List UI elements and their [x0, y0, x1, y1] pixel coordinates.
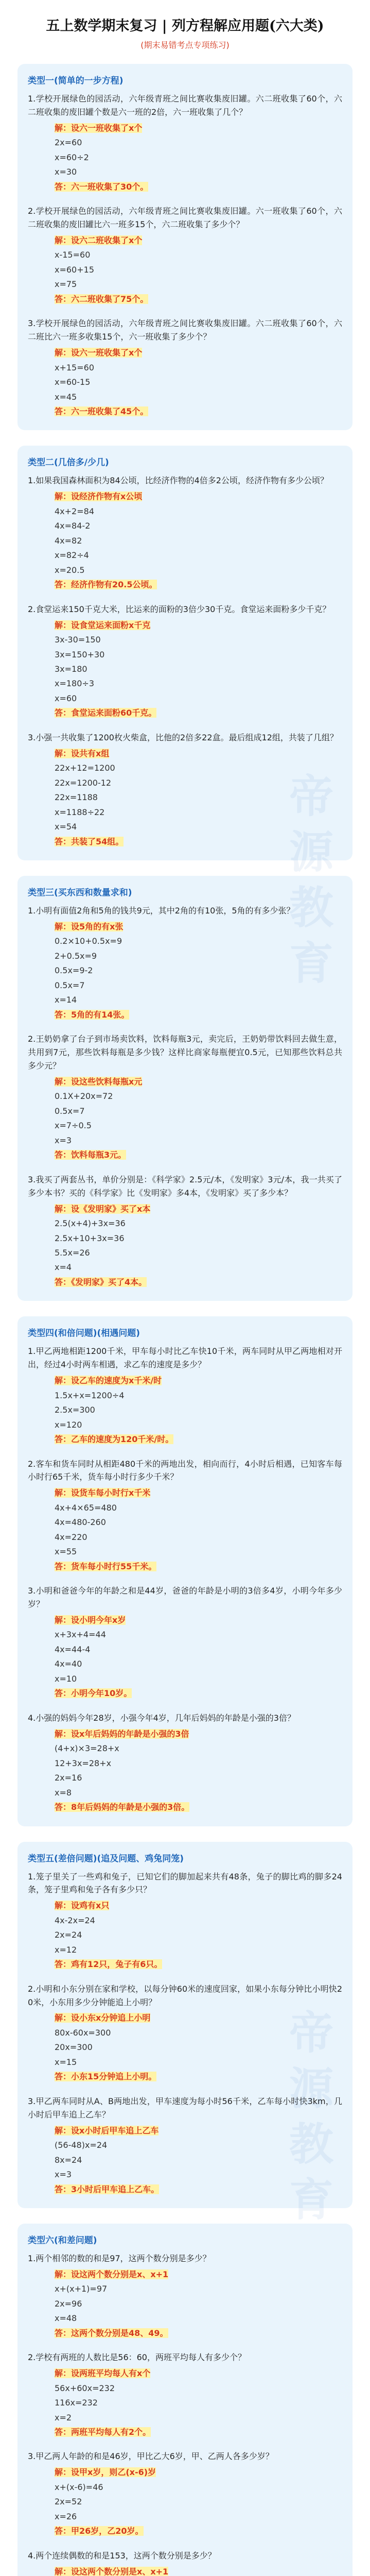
highlight-mark: 答：小东15分钟追上小明。	[55, 2072, 157, 2082]
solution-answer	[55, 1275, 342, 1290]
problem-question: 1.笼子里关了一些鸡和兔子，已知它们的脚加起来共有48条，兔子的脚比鸡的脚多24条，笼子里鸡和兔子各有多少只？	[28, 1871, 342, 1895]
problem-question: 2.客车和货车同时从相距480千米的两地出发，相向而行，4小时后相遇，已知客车每小时行65千米，货车每小时行多少千米？	[28, 1459, 342, 1482]
solution-step: x=8	[55, 1787, 72, 1798]
solution-step: 8x=24	[55, 2155, 82, 2165]
problem-solution	[28, 233, 342, 307]
problem-item	[28, 474, 342, 592]
highlight-mark: 解：设这两个数分别是x、x+1	[55, 2566, 169, 2576]
solution-step: 4x=480-260	[55, 1517, 106, 1528]
solution-answer	[55, 404, 342, 419]
solution-answer	[55, 1686, 342, 1701]
solution-step: x=45	[55, 392, 77, 402]
problem-section	[17, 446, 353, 860]
solution-step: x=14	[55, 995, 77, 1005]
highlight-mark: 解：设经济作物有x公顷	[55, 492, 143, 502]
solution-step: x=60+15	[55, 264, 94, 275]
solution-setup	[55, 2011, 342, 2025]
solution-step: 20x=300	[55, 2042, 93, 2053]
solution-setup	[55, 1899, 342, 1913]
solution-setup	[55, 747, 342, 761]
problem-solution	[28, 489, 342, 592]
solution-step: 22x=1188	[55, 792, 98, 803]
solution-answer	[55, 1560, 342, 1574]
problem-item	[28, 731, 342, 849]
solution-step: 22x=1200-12	[55, 777, 112, 788]
highlight-mark: 解：设六一班收集了x个	[55, 348, 143, 358]
solution-step: x=7÷0.5	[55, 1121, 92, 1131]
solution-answer	[55, 706, 342, 720]
highlight-mark: 答：货车每小时行55千米。	[55, 1561, 157, 1571]
problem-item	[28, 2095, 342, 2197]
highlight-mark: 解：设这些饮料每瓶x元	[55, 1076, 143, 1087]
problem-solution	[28, 2011, 342, 2084]
highlight-mark: 解：设六二班收集了x个	[55, 235, 143, 245]
problem-question: 1.甲乙两地相距1200千米，甲车每小时比乙车快10千米，两车同时从甲乙两地相对开出，经过4小时两车相遇，求乙车的速度是多少？	[28, 1346, 342, 1370]
solution-answer	[55, 1008, 342, 1022]
highlight-mark: 答：饮料每瓶3元。	[55, 1150, 127, 1160]
solution-step: 4x=40	[55, 1659, 82, 1669]
solution-step: 5.5x=26	[55, 1247, 90, 1258]
solution-step: x=60	[55, 693, 77, 703]
solution-step: 0.5x=9-2	[55, 965, 93, 976]
highlight-mark: 解：设货车每小时行x千米	[55, 1488, 151, 1498]
solution-step: 116x=232	[55, 2398, 98, 2408]
solution-step: 0.1X+20x=72	[55, 1091, 113, 1101]
solution-answer	[55, 835, 342, 849]
solution-step: x=20.5	[55, 565, 85, 575]
solution-setup	[55, 2267, 342, 2282]
problem-question: 4.小强的妈妈今年28岁，小强今年4岁，几年后妈妈的年龄是小强的3倍？	[28, 1713, 295, 1723]
solution-step: x=3	[55, 1135, 72, 1145]
solution-step: 2x=16	[55, 1773, 82, 1783]
solution-step: 80x-60x=300	[55, 2027, 111, 2038]
solution-step: 4x=84-2	[55, 521, 91, 531]
problem-solution	[28, 1374, 342, 1447]
highlight-mark: 解：设小明今年x岁	[55, 1615, 126, 1625]
highlight-mark: 解：设《发明家》买了x本	[55, 1204, 151, 1214]
highlight-mark: 解：设这两个数分别是x、x+1	[55, 2269, 169, 2279]
solution-step: 2.5x+10+3x=36	[55, 1233, 125, 1243]
problem-question: 3.学校开展绿色的园活动，六年级青班之间比赛收集废旧罐。六二班收集了60个，六二班比六一班多收集15个，六一班收集了多少个？	[28, 318, 342, 342]
solution-step: 3x=150+30	[55, 649, 105, 659]
problem-question: 3.小明和爸爸今年的年龄之和是44岁，爸爸的年龄是小明的3倍多4岁，小明今年多少岁？	[28, 1586, 342, 1609]
highlight-mark: 答：5角的有14张。	[55, 1009, 130, 1020]
problem-question: 4.两个连续偶数的和是153，这两个数分别是多少？	[28, 2550, 216, 2561]
solution-step: 56x+60x=232	[55, 2383, 115, 2393]
solution-step: 1.5x+x=1200÷4	[55, 1390, 125, 1400]
solution-answer	[55, 2182, 342, 2197]
solution-answer	[55, 2524, 342, 2538]
problem-solution	[28, 2366, 342, 2439]
solution-step: 2+0.5x=9	[55, 951, 97, 961]
highlight-mark: 解：设食堂运来面粉x千克	[55, 620, 151, 630]
problem-solution	[28, 2267, 342, 2341]
sections-container	[17, 64, 353, 2576]
problem-question: 3.甲乙两车同时从A、B两地出发，甲车速度为每小时56千米，乙车每小时快3km，几小时后甲车追上乙车？	[28, 2096, 342, 2120]
solution-step: 0.2×10+0.5x=9	[55, 936, 122, 946]
problem-item	[28, 2351, 342, 2439]
solution-step: x=30	[55, 167, 77, 177]
section-title: 类型二(几倍多/少几)	[28, 457, 109, 468]
solution-step: x=26	[55, 2511, 77, 2521]
problem-item	[28, 1345, 342, 1447]
problem-solution	[28, 2465, 342, 2538]
problem-question: 2.食堂运来150千克大米，比运来的面粉的3倍少30千克。食堂运来面粉多少千克？	[28, 604, 331, 614]
section-title: 类型一(简单的一步方程)	[28, 76, 124, 86]
section-title: 类型五(差倍问题)(追及问题、鸡兔同笼)	[28, 1853, 184, 1864]
solution-step: x+3x+4=44	[55, 1630, 106, 1640]
solution-setup	[55, 2465, 342, 2480]
problem-item	[28, 1032, 342, 1163]
problem-solution	[28, 1899, 342, 1972]
solution-setup	[55, 920, 342, 934]
problem-solution	[28, 1613, 342, 1701]
problem-question: 1.小明有面值2角和5角的钱共9元，其中2角的有10张，5角的有多少张？	[28, 906, 295, 916]
problem-question: 3.小强一共收集了1200枚火柴盒，比他的2倍多22盒。最后组成12组，共装了几组？	[28, 732, 338, 742]
highlight-mark: 答：共装了54组。	[55, 836, 124, 846]
solution-step: 4x+4×65=480	[55, 1502, 117, 1513]
solution-answer	[55, 1800, 342, 1815]
highlight-mark: 答：鸡有12只，兔子有6只。	[55, 1959, 163, 1970]
highlight-mark: 解：设x年后妈妈的年龄是小强的3倍	[55, 1728, 189, 1739]
highlight-mark: 答：这两个数分别是48、49。	[55, 2328, 168, 2338]
section-title: 类型三(买东西和数量求和)	[28, 888, 132, 899]
solution-answer	[55, 292, 342, 307]
problem-solution	[28, 1486, 342, 1574]
highlight-mark: 答：小明今年10岁。	[55, 1688, 132, 1699]
problem-solution	[28, 618, 342, 721]
solution-step: x=15	[55, 2057, 77, 2067]
solution-answer	[55, 2070, 342, 2084]
solution-step: 4x+2=84	[55, 506, 94, 516]
solution-setup	[55, 2366, 342, 2381]
solution-step: x=48	[55, 2313, 77, 2324]
problem-item	[28, 2549, 342, 2576]
problem-solution	[28, 2565, 342, 2576]
solution-step: x=82÷4	[55, 550, 89, 561]
solution-step: 2x=60	[55, 138, 82, 148]
problem-item	[28, 2450, 342, 2538]
problem-question: 1.学校开展绿色的园活动，六年级青班之间比赛收集废旧罐。六二班收集了60个，六二班收集的废旧罐个数是六一班的2倍，六一班收集了几个？	[28, 94, 342, 117]
highlight-mark: 答：六二班收集了75个。	[55, 294, 149, 304]
solution-answer	[55, 1432, 342, 1447]
solution-step: 2x=52	[55, 2497, 82, 2507]
solution-step: x+15=60	[55, 362, 94, 372]
problem-item	[28, 205, 342, 307]
solution-step: x=2	[55, 2412, 72, 2422]
solution-step: 3x=180	[55, 664, 87, 674]
solution-step: x=60-15	[55, 377, 91, 387]
problem-item	[28, 1173, 342, 1290]
problem-item	[28, 1982, 342, 2084]
problem-solution	[28, 747, 342, 849]
solution-setup	[55, 489, 342, 504]
solution-step: 2.5(x+4)+3x=36	[55, 1218, 126, 1229]
highlight-mark: 答：8年后妈妈的年龄是小强的3倍。	[55, 1802, 190, 1812]
solution-setup	[55, 346, 342, 360]
solution-step: (56-48)x=24	[55, 2140, 108, 2150]
problem-section	[17, 1842, 353, 2208]
solution-setup	[55, 618, 342, 633]
solution-step: x=1188÷22	[55, 807, 105, 817]
highlight-mark: 解：设六一班收集了x个	[55, 123, 143, 133]
problem-item	[28, 1870, 342, 1972]
solution-step: x+(x+1)=97	[55, 2284, 108, 2294]
problem-section	[17, 1316, 353, 1826]
problem-solution	[28, 1075, 342, 1163]
solution-step: x=55	[55, 1547, 77, 1557]
problem-question: 3.我买了两套丛书，单价分别是：《科学家》2.5元/本，《发明家》3元/本，我一共买了多少本书？买的《科学家》比《发明家》多4本，《发明家》买了多少本？	[28, 1174, 342, 1198]
problem-item	[28, 603, 342, 721]
highlight-mark: 答：六一班收集了30个。	[55, 181, 149, 192]
solution-step: x+(x-6)=46	[55, 2482, 103, 2492]
highlight-mark: 解：设两班平均每人有x个	[55, 2368, 151, 2379]
solution-answer	[55, 2425, 342, 2439]
solution-step: x=180÷3	[55, 679, 94, 689]
solution-step: x=54	[55, 822, 77, 832]
problem-item	[28, 2252, 342, 2341]
solution-step: 12+3x=28+x	[55, 1758, 112, 1768]
solution-step: 4x=220	[55, 1532, 87, 1542]
highlight-mark: 答：食堂运来面粉60千克。	[55, 708, 157, 718]
highlight-mark: 答：《发明家》买了4本。	[55, 1277, 147, 1287]
problem-solution	[28, 121, 342, 194]
highlight-mark: 答：乙车的速度为120千米/时。	[55, 1434, 174, 1445]
problem-solution	[28, 1202, 342, 1290]
section-title: 类型六(和差问题)	[28, 2235, 97, 2246]
solution-setup	[55, 2124, 342, 2138]
solution-step: x=12	[55, 1944, 77, 1955]
problem-item	[28, 317, 342, 419]
problem-question: 2.学校开展绿色的园活动，六年级青班之间比赛收集废旧罐。六一班收集了60个，六二班收集的废旧罐比六一班多15个，六二班收集了多少个？	[28, 206, 342, 230]
problem-section	[17, 2224, 353, 2576]
problem-solution	[28, 2124, 342, 2197]
solution-step: 2x=24	[55, 1930, 82, 1940]
solution-step: 22x+12=1200	[55, 763, 115, 773]
problem-item	[28, 92, 342, 194]
highlight-mark: 解：设x小时后甲车追上乙车	[55, 2125, 159, 2136]
highlight-mark: 答：六一班收集了45个。	[55, 406, 149, 416]
solution-setup	[55, 1727, 342, 1741]
highlight-mark: 答：经济作物有20.5公顷。	[55, 580, 157, 590]
highlight-mark: 解：设甲x岁，则乙(x-6)岁	[55, 2467, 156, 2478]
highlight-mark: 解：设乙车的速度为x千米/时	[55, 1376, 162, 1386]
solution-step: x=60÷2	[55, 152, 89, 162]
problem-question: 2.小明和小东分别在家和学校，以每分钟60米的速度回家，如果小东每分钟比小明快20米，小东用多少分钟能追上小明？	[28, 1984, 342, 2007]
solution-setup	[55, 121, 342, 135]
document-title: 五上数学期末复习 | 列方程解应用题(六大类)	[46, 18, 324, 34]
solution-step: x=10	[55, 1673, 77, 1684]
solution-setup	[55, 1202, 342, 1216]
highlight-mark: 答：甲26岁，乙20岁。	[55, 2526, 144, 2536]
problem-solution	[28, 346, 342, 419]
problem-question: 2.学校有两班的人数比是56：60，两班平均每人有多少个？	[28, 2352, 246, 2363]
solution-step: 2x=96	[55, 2298, 82, 2309]
problem-item	[28, 904, 342, 1022]
solution-step: 0.5x=7	[55, 980, 85, 990]
problem-section	[17, 876, 353, 1301]
solution-answer	[55, 1148, 342, 1162]
problem-section	[17, 64, 353, 430]
solution-step: x=120	[55, 1419, 82, 1430]
solution-step: 2.5x=300	[55, 1405, 95, 1415]
highlight-mark: 解：设鸡有x只	[55, 1901, 110, 1911]
problem-question: 2.王奶奶拿了台子到市场卖饮料，饮料每瓶3元，卖完后，王奶奶带饮料回去做生意，共用到7元，那些饮料每瓶是多少钱？这样比商家每瓶便宜0.5元，已知那些饮料总共多少元？	[28, 1034, 342, 1071]
problem-question: 1.两个相邻的数的和是97，这两个数分别是多少？	[28, 2253, 211, 2263]
solution-step: x=3	[55, 2170, 72, 2180]
problem-item	[28, 1584, 342, 1701]
solution-step: x-15=60	[55, 250, 91, 260]
solution-answer	[55, 2326, 342, 2341]
highlight-mark: 答：两班平均每人有2个。	[55, 2427, 151, 2437]
highlight-mark: 解：设5角的有x张	[55, 921, 124, 931]
solution-setup	[55, 233, 342, 248]
solution-setup	[55, 1613, 342, 1628]
problem-solution	[28, 920, 342, 1022]
solution-setup	[55, 1075, 342, 1089]
solution-answer	[55, 1957, 342, 1972]
problem-question: 1.如果我国森林面积为84公顷，比经济作物的4倍多2公顷，经济作物有多少公顷？	[28, 476, 328, 486]
problem-question: 3.甲乙两人年龄的和是46岁，甲比乙大6岁，甲、乙两人各多少岁？	[28, 2451, 274, 2462]
problem-item	[28, 1458, 342, 1574]
solution-setup	[55, 1486, 342, 1500]
section-title: 类型四(和倍问题)(相遇问题)	[28, 1328, 140, 1339]
problem-item	[28, 1711, 342, 1815]
solution-step: x=4	[55, 1262, 72, 1273]
solution-step: 0.5x=7	[55, 1106, 85, 1116]
solution-step: x=75	[55, 279, 77, 290]
solution-step: 4x=82	[55, 535, 82, 546]
solution-setup	[55, 1374, 342, 1388]
solution-step: 4x=44-4	[55, 1644, 91, 1654]
solution-answer	[55, 578, 342, 592]
highlight-mark: 答：3小时后甲车追上乙车。	[55, 2184, 160, 2194]
highlight-mark: 解：设小东x分钟追上小明	[55, 2013, 151, 2023]
solution-step: 3x-30=150	[55, 635, 101, 645]
problem-solution	[28, 1727, 342, 1815]
highlight-mark: 解：设共有x组	[55, 748, 110, 758]
document-subtitle: (期末易错考点专项练习)	[140, 40, 230, 50]
solution-step: 4x-2x=24	[55, 1915, 95, 1925]
solution-step: (4+x)×3=28+x	[55, 1743, 119, 1754]
solution-answer	[55, 180, 342, 194]
solution-setup	[55, 2565, 342, 2576]
